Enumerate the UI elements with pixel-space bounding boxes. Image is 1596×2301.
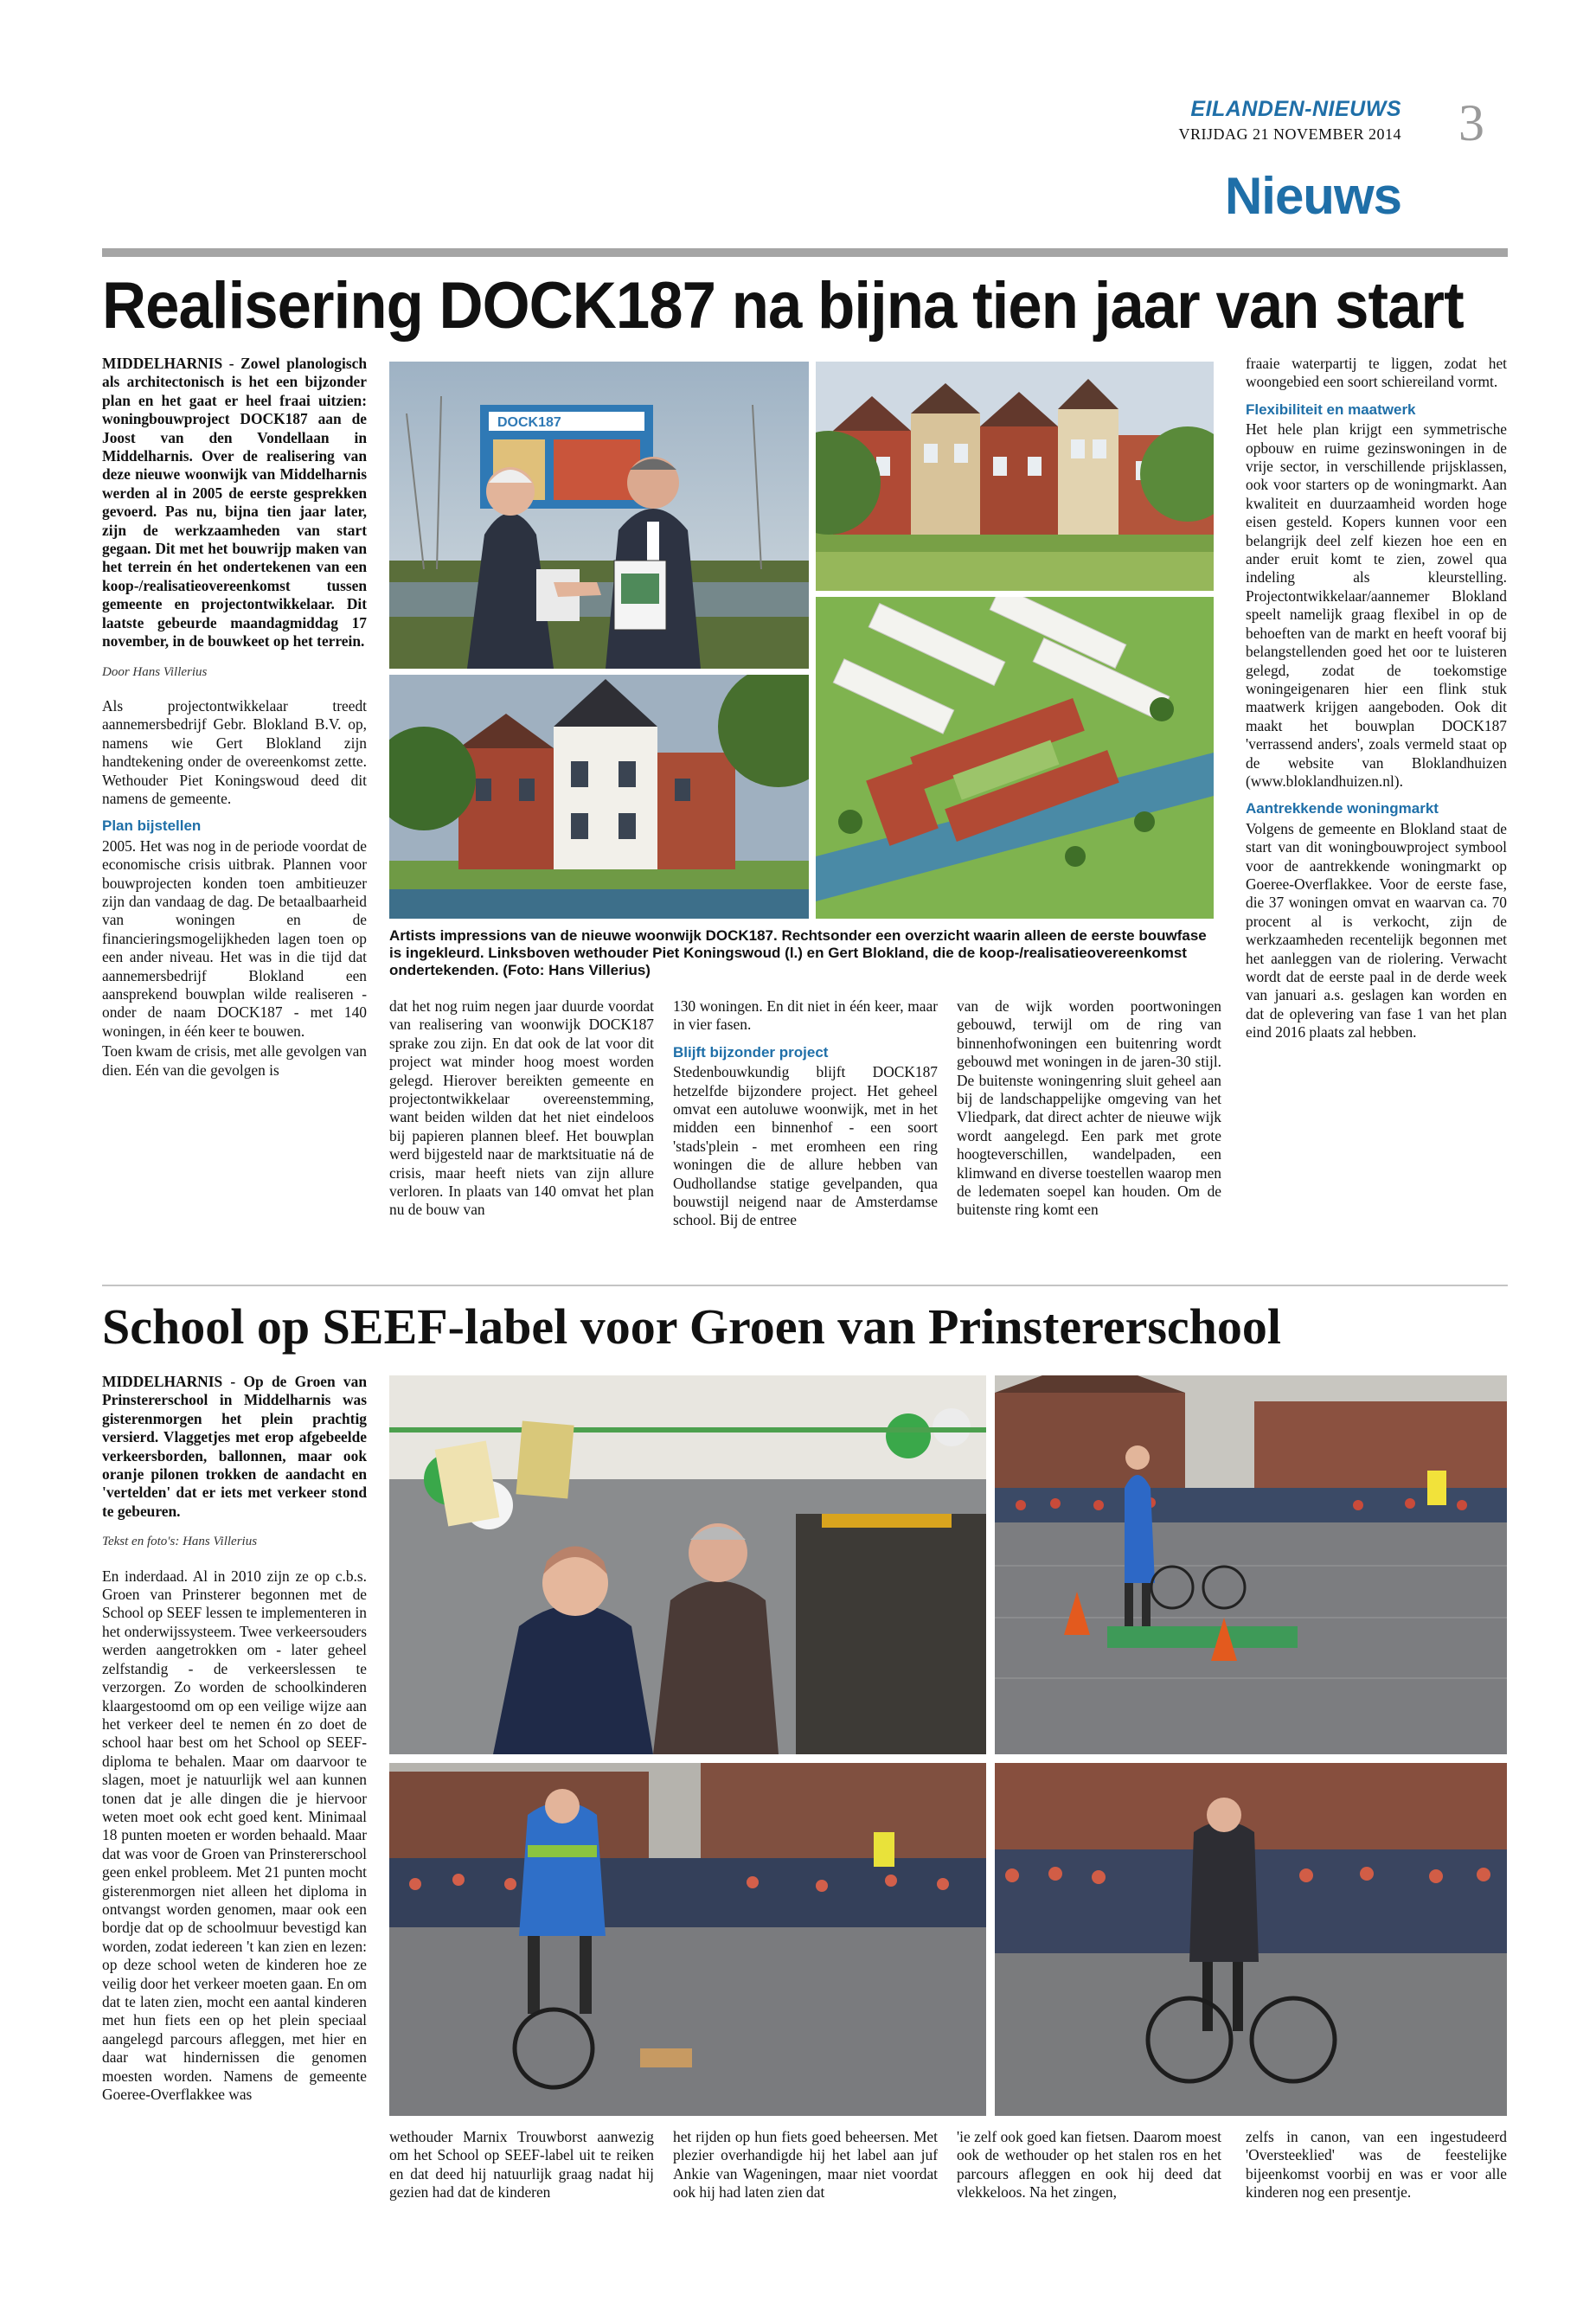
article1-paragraph: dat het nog ruim negen jaar duurde voordat van realisering van woonwijk DOCK187 sprake zou zijn. En dat ook de lat voor dit project wat minder hoog moest worden gelegd. Hierover bereikten gemeente en projectontwikkelaar overeenstemming, want beiden wilden dat het niet eindeloos bij papieren plannen bleef. Het bouwplan werd bijgesteld naar de marktsituatie ná de crisis, maar heeft niets van zijn allure verloren. In plaats van 140 omvat het plan nu de bouw van	[389, 997, 654, 1219]
article2-headline: School op SEEF-label voor Groen van Prinstererschool	[102, 1298, 1282, 1355]
article2-column-5	[1246, 2128, 1507, 2204]
article1-paragraph: Als projectontwikkelaar treedt aannemersbedrijf Gebr. Blokland B.V. op, namens wie Gert Blokland zijn handtekening onder de overeenkomst zette. Wethouder Piet Koningswoud deed dit namens de gemeente.	[102, 696, 367, 807]
board-sign-text: DOCK187	[497, 415, 561, 430]
article1-column-5	[1246, 355, 1507, 1044]
article1-headline: Realisering DOCK187 na bijna tien jaar van start	[102, 269, 1464, 343]
header-rule	[102, 248, 1508, 257]
article1-subheading: Flexibiliteit en maatwerk	[1246, 401, 1416, 418]
article1-photo-caption: Artists impressions van de nieuwe woonwijk DOCK187. Rechtsonder een overzicht waarin alleen de eerste bouwfase is ingekleurd. Linksboven wethouder Piet Koningswoud (l.) en Gert Blokland, die de koop-/realisatieovereenkomst ondertekenden. (Foto: Hans Villerius)	[389, 927, 1207, 978]
bicycle-course-photo-2	[389, 1763, 986, 2116]
newspaper-name: EILANDEN-NIEUWS	[1190, 97, 1401, 121]
article2-paragraph: zelfs in canon, van een ingestudeerd 'Oversteeklied' was de feestelijke bijeenkomst voorbij en was er voor alle kinderen nog een presentje.	[1246, 2128, 1507, 2202]
article1-paragraph: Toen kwam de crisis, met alle gevolgen van dien. Eén van die gevolgen is	[102, 1042, 367, 1079]
article1-subheading: Aantrekkende woningmarkt	[1246, 800, 1439, 817]
article2-byline: Tekst en foto's: Hans Villerius	[102, 1535, 258, 1549]
article1-column-3	[673, 997, 938, 1232]
article1-paragraph: 130 woningen. En dit niet in één keer, maar in vier fasen.	[673, 997, 938, 1034]
article1-paragraph: Volgens de gemeente en Blokland staat de start van dit woningbouwproject symbool voor de aantrekkende woningmarkt op Goeree-Overflakkee. Voor de eerste fase, die 37 woningen omvat en waarvan ca. 70 procent al is verkocht, zijn de werkzaamheden recentelijk begonnen met het aanleggen van de riolering. Verwacht wordt dat de eerste paal in de derde week van januari a.s. geslagen kan worden en dat de oplevering van fase 1 van het plan eind 2016 plaats zal hebben.	[1246, 819, 1507, 1042]
article2-paragraph: 'ie zelf ook goed kan fietsen. Daarom moest ook de wethouder op het stalen ros en het parcours afleggen en ook hij deed dat vlekkeloos. Na het zingen,	[957, 2128, 1221, 2202]
article1-paragraph: fraaie waterpartij te liggen, zodat het woongebied een soort schiereiland vormt.	[1246, 355, 1507, 391]
article1-column-1	[102, 355, 367, 1081]
article1-lead: MIDDELHARNIS - Zowel planologisch als architectonisch is het een bijzonder plan en het gaat er heel fraai uitzien: woningbouwproject DOCK187 aan de Joost van den Vondellaan in Middelharnis. Over de realisering van deze nieuwe woonwijk van Middelharnis werden al in 2005 de eerste gesprekken gevoerd. Pas nu, bijna tien jaar later, zijn de werkzaamheden van start gegaan. Dit met het bouwrijp maken van het terrein én het ondertekenen van een koop-/realisatieovereenkomst tussen gemeente en projectontwikkelaar. Dit laatste gebeurde maandagmiddag 17 november, in de bouwkeet op het terrein.	[102, 355, 367, 651]
article1-paragraph: Stedenbouwkundig blijft DOCK187 hetzelfde bijzondere project. Het geheel omvat een autoluwe woonwijk, met in het midden een binnenhof - een soort 'stads'plein - met eromheen een ring woningen die de allure hebben van Oudhollandse statige gevelpanden, qua bouwstijl neigend naar de Amsterdamse school. Bij de entree	[673, 1063, 938, 1229]
handshake-photo	[389, 362, 809, 669]
article1-byline: Door Hans Villerius	[102, 664, 208, 679]
issue-date: VRIJDAG 21 NOVEMBER 2014	[1178, 125, 1401, 143]
article2-lead: MIDDELHARNIS - Op de Groen van Prinstererschool in Middelharnis was gisterenmorgen het plein prachtig versierd. Vlaggetjes met erop afgebeelde verkeersborden, ballonnen, maar ook oranje pilonen trokken de aandacht en 'vertelden' dat er iets met verkeer stond te gebeuren.	[102, 1373, 367, 1520]
wethouder-ceremony-photo	[389, 1375, 986, 1754]
article1-paragraph: 2005. Het was nog in de periode voordat de economische crisis uitbrak. Plannen voor bouwprojecten konden toen ambitieuzer zijn dan vandaag de dag. De betaalbaarheid van woningen en de financieringsmogelijkheden lagen toen op een ander niveau. Het was in die tijd dat aannemersbedrijf Blokland een aansprekend bouwplan wilde realiseren - onder de naam DOCK187 - met 140 woningen, in één keer te bouwen.	[102, 836, 367, 1040]
article2-column-1	[102, 1373, 367, 2106]
article2-paragraph: wethouder Marnix Trouwborst aanwezig om het School op SEEF-label uit te reiken en dat deed hij natuurlijk graag nadat hij gezien had dat de kinderen	[389, 2128, 654, 2202]
street-impression-photo	[389, 675, 809, 919]
article1-paragraph: van de wijk worden poortwoningen gebouwd, terwijl om de ring van binnenhofwoningen een buitenring wordt gebouwd met woningen in de jaren-30 stijl. De buitenste woningenring sluit geheel aan bij de landschappelijke omgeving van het Vliedpark, dat direct achter de nieuwe wijk wordt aangelegd. Een park met grote hoogteverschillen, wandelpaden, een klimwand en diverse toestellen waarop men de ledematen soepel kan houden. Om de buitenste ring komt een	[957, 997, 1221, 1219]
section-title: Nieuws	[1224, 167, 1401, 225]
bicycle-course-photo-1	[995, 1375, 1507, 1754]
townhouse-impression-photo	[816, 362, 1214, 591]
aerial-overview-impression	[816, 597, 1214, 919]
article2-column-3	[673, 2128, 938, 2204]
article2-paragraph: het rijden op hun fiets goed beheersen. Met plezier overhandigde hij het label aan juf Ankie van Wageningen, maar niet voordat ook hij had laten zien dat	[673, 2128, 938, 2202]
article2-paragraph: En inderdaad. Al in 2010 zijn ze op c.b.s. Groen van Prinsterer begonnen met de School op SEEF lessen te implementeren in het onderwijssysteem. Twee verkeersouders werden aangetrokken om - later geheel zelfstandig - de verkeerslessen te verzorgen. Zo worden de schoolkinderen klaargestoomd om op een veilige wijze aan het verkeer deel te nemen én zo doet de school haar best om het School op SEEF-diploma te behalen. Maar om daarvoor te slagen, moet je natuurlijk wel aan kunnen tonen dat je alle dingen die je hiervoor weten moet ook echt goed kent. Minimaal 18 punten moeten er worden behaald. Maar dat was voor de Groen van Prinstererschool geen enkel probleem. Met 21 punten mocht gisterenmorgen niet alleen het diploma in ontvangst worden genomen, maar ook een bordje dat op de schoolmuur bevestigd kan worden, zodat iedereen 't kan zien en lezen: op deze school weten de kinderen hoe ze veilig door het verkeer moeten gaan. En om dat te laten zien, mocht een aantal kinderen met hun fiets een op het plein speciaal aangelegd parcours afleggen, met hier en daar wat hindernissen die genomen moesten worden. Namens de gemeente Goeree-Overflakkee was	[102, 1567, 367, 2104]
masthead	[1159, 97, 1401, 144]
article2-column-2	[389, 2128, 654, 2204]
article1-column-2	[389, 997, 654, 1221]
article2-column-4	[957, 2128, 1221, 2204]
wethouder-cycling-photo	[995, 1763, 1507, 2116]
article1-column-4	[957, 997, 1221, 1221]
article1-paragraph: Het hele plan krijgt een symmetrische opbouw en ruime gezinswoningen in de vrije sector, in verschillende prijsklassen, ook voor starters op de woningmarkt. Aan kwaliteit en duurzaamheid worden hoge eisen gesteld. Kopers kunnen voor een belangrijk deel zelf kiezen hoe een en ander eruit komt te zien, zowel qua indeling als kleurstelling. Projectontwikkelaar/aannemer Blokland speelt namelijk graag flexibel in op de behoeften van de markt en heeft vooraf bij belangstellenden goed het oor te luisteren gelegd, zodat de toekomstige woningeigenaren hier een flink stuk maatwerk krijgen aangeboden. Ook dit maakt het bouwplan DOCK187 'verrassend anders', zoals vermeld staat op de website van Bloklandhuizen (www.bloklandhuizen.nl).	[1246, 420, 1507, 790]
article1-subheading: Plan bijstellen	[102, 817, 202, 835]
page-number: 3	[1458, 94, 1484, 151]
article-divider	[102, 1285, 1508, 1286]
article1-subheading: Blijft bijzonder project	[673, 1043, 829, 1061]
